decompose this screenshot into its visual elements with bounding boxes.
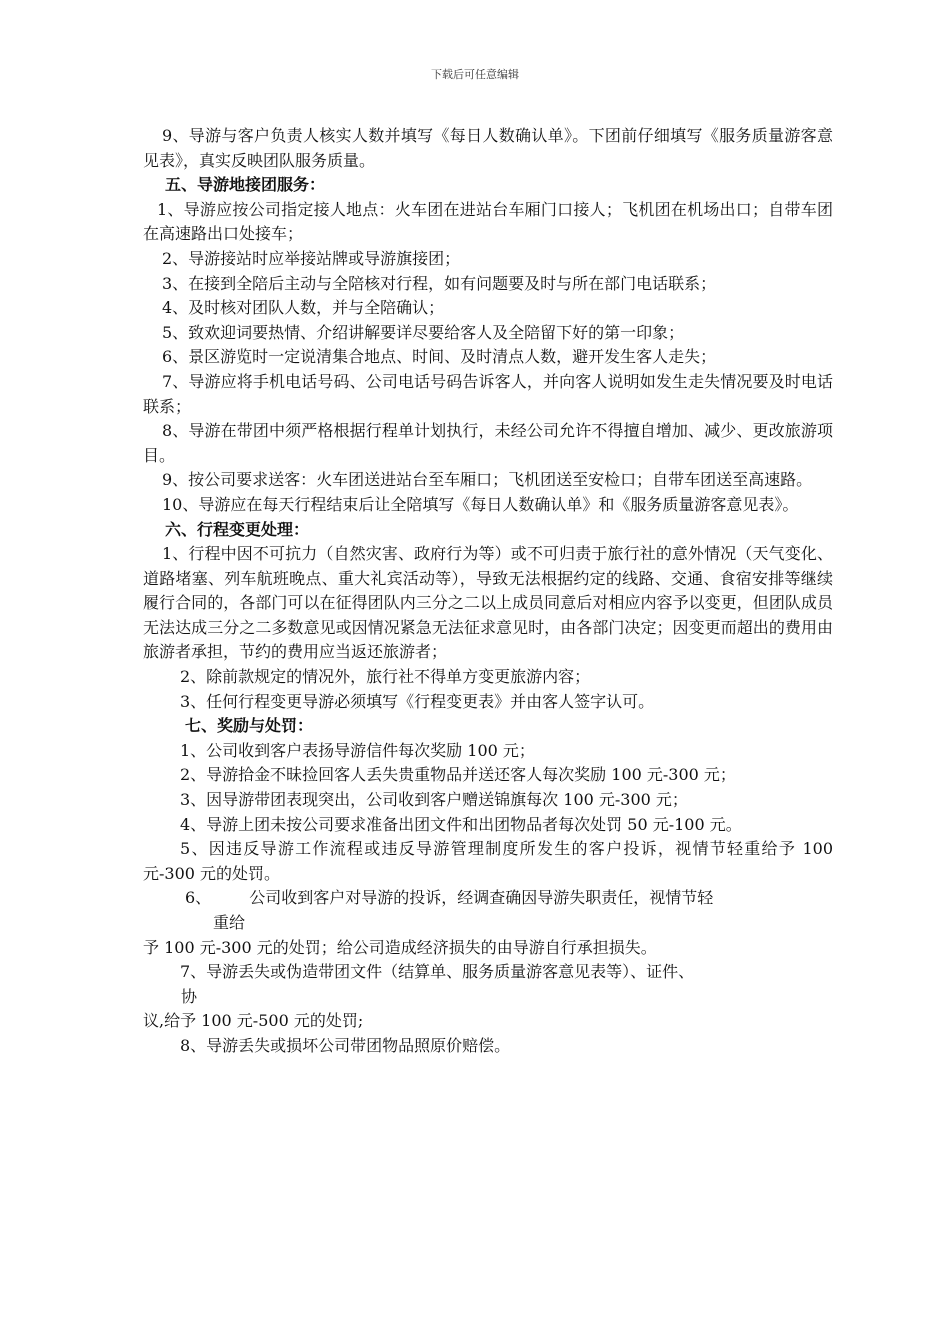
list-item-number: 6、 [185, 888, 212, 908]
list-item-6-line2: 重给 [213, 913, 246, 932]
section-heading-7: 七、奖励与处罚： [185, 716, 314, 736]
list-item: 5、致欢迎词要热情、介绍讲解要详尽要给客人及全陪留下好的第一印象； [162, 322, 685, 342]
list-item-7-line1: 7、导游丢失或伪造带团文件（结算单、服务质量游客意见表等）、证件、 [180, 962, 695, 982]
list-item-7-line2: 协 [181, 986, 198, 1006]
list-item-6-line1 [143, 886, 833, 911]
list-item: 1、公司收到客户表扬导游信件每次奖励 100 元； [180, 740, 535, 760]
paragraph-item-9: 9、导游与客户负责人核实人数并填写《每日人数确认单》。下团前仔细填写《服务质量游客意见表》，真实反映团队服务质量。 [143, 126, 833, 170]
list-item: 9、按公司要求送客：火车团送进站台至车厢口；飞机团送至安检口；自带车团送至高速路。 [162, 470, 813, 490]
list-item: 8、导游在带团中须严格根据行程单计划执行，未经公司允许不得擅自增加、减少、更改旅游项目。 [143, 421, 833, 465]
list-item: 3、因导游带团表现突出，公司收到客户赠送锦旗每次 100 元-300 元； [180, 790, 688, 810]
list-item-6-line3: 予 100 元-300 元的处罚；给公司造成经济损失的由导游自行承担损失。 [143, 937, 657, 957]
list-item: 4、及时核对团队人数，并与全陪确认； [162, 298, 445, 318]
list-item: 2、导游接站时应举接站牌或导游旗接团； [162, 248, 461, 268]
list-item: 3、任何行程变更导游必须填写《行程变更表》并由客人签字认可。 [180, 691, 655, 711]
list-item: 4、导游上团未按公司要求准备出团文件和出团物品者每次处罚 50 元-100 元。 [180, 814, 742, 834]
list-item: 8、导游丢失或损坏公司带团物品照原价赔偿。 [180, 1035, 511, 1055]
section-heading-5: 五、导游地接团服务： [165, 175, 326, 195]
list-item: 2、除前款规定的情况外，旅行社不得单方变更旅游内容； [180, 667, 591, 687]
document-body [143, 124, 833, 1059]
list-item: 1、导游应按公司指定接人地点：火车团在进站台车厢门口接人；飞机团在机场出口；自带车团在高速路出口处接车； [143, 199, 833, 244]
section-heading-6: 六、行程变更处理： [165, 519, 310, 539]
list-item: 5、因违反导游工作流程或违反导游管理制度所发生的客户投诉，视情节轻重给予 100 元-300 元的处罚。 [143, 839, 833, 883]
page-header: 下载后可任意编辑 [431, 68, 519, 81]
list-item: 10、导游应在每天行程结束后让全陪填写《每日人数确认单》和《服务质量游客意见表》。 [162, 494, 799, 514]
list-item: 1、行程中因不可抗力（自然灾害、政府行为等）或不可归责于旅行社的意外情况（天气变化、道路堵塞、列车航班晚点、重大礼宾活动等），导致无法根据约定的线路、交通、食宿安排等继续履行合同的，各部门可以在征得团队内三分之二以上成员同意后对相应内容予以变更，但团队成员无法达成三分之二多数意见或因情况紧急无法征求意见时，由各部门决定；因变更而超出的费用由旅游者承担，节约的费用应当返还旅游者； [143, 544, 833, 662]
list-item-7-line3: 议,给予 100 元-500 元的处罚; [143, 1011, 364, 1031]
list-item: 6、景区游览时一定说清集合地点、时间、及时清点人数，避开发生客人走失； [162, 347, 717, 367]
list-item: 3、在接到全陪后主动与全陪核对行程，如有问题要及时与所在部门电话联系； [162, 273, 717, 293]
list-item: 7、导游应将手机电话号码、公司电话号码告诉客人，并向客人说明如发生走失情况要及时电话联系； [143, 371, 833, 416]
list-item-text: 公司收到客户对导游的投诉，经调查确因导游失职责任，视情节轻 [249, 888, 714, 908]
list-item: 2、导游拾金不昧捡回客人丢失贵重物品并送还客人每次奖励 100 元-300 元； [180, 765, 736, 785]
